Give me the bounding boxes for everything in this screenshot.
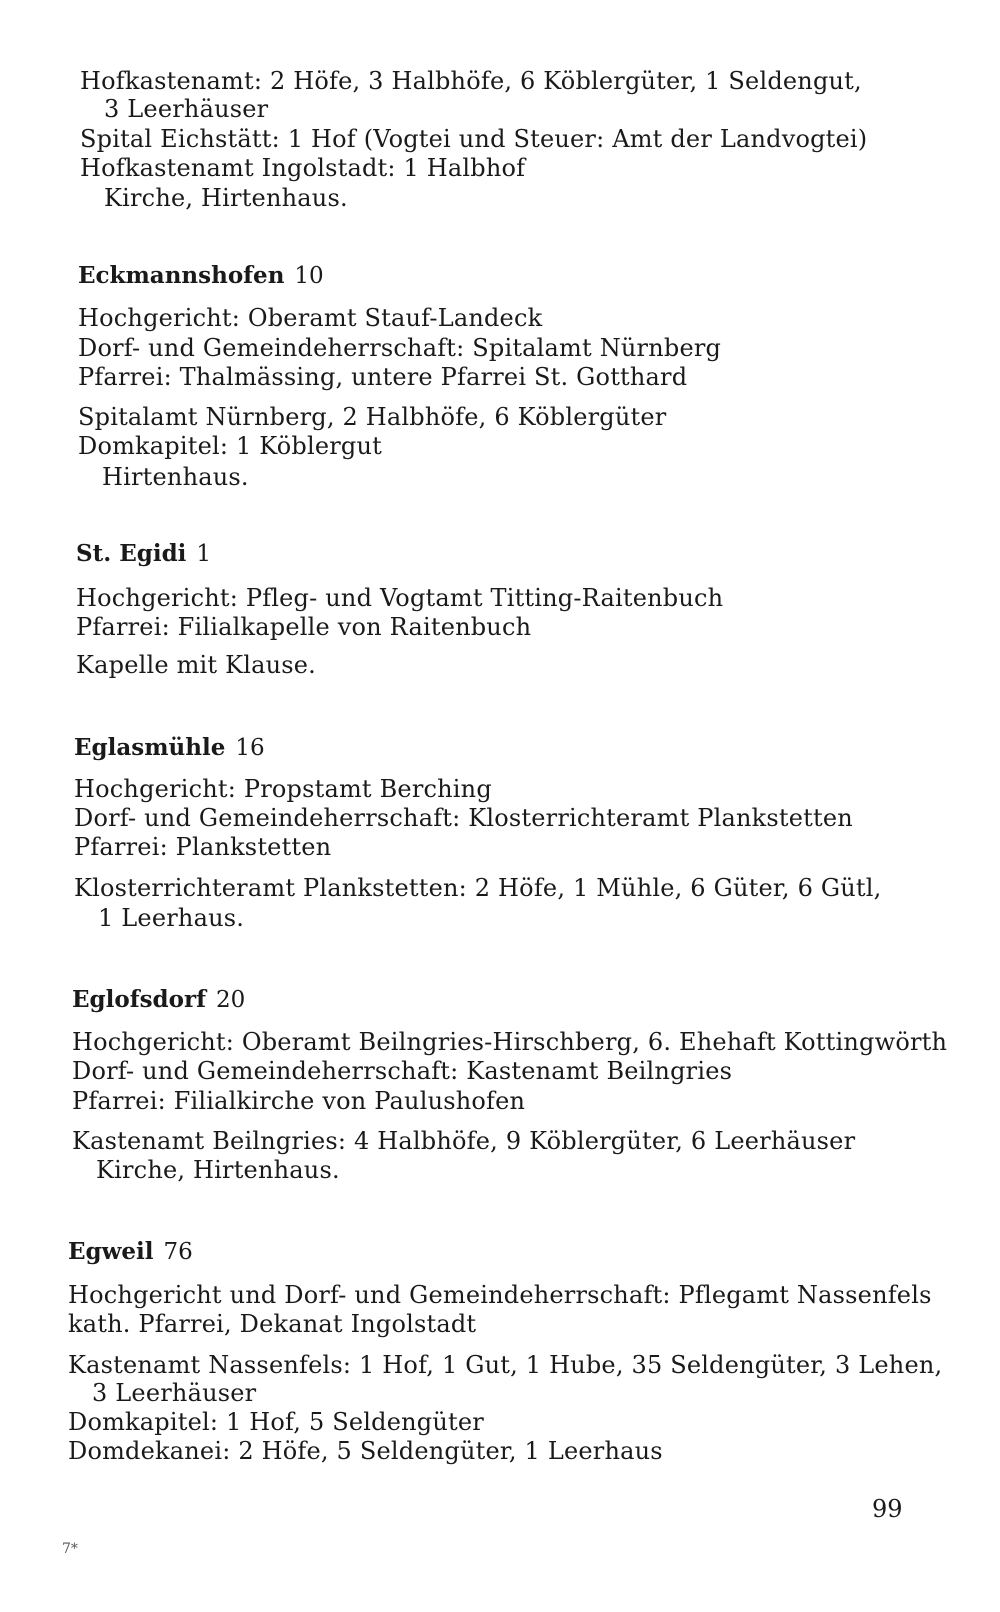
- entry-line: Dorf- und Gemeindeherrschaft: Kastenamt Beilngries: [72, 1057, 733, 1085]
- intro-line: Kirche, Hirtenhaus.: [104, 184, 348, 212]
- entry-line: Kastenamt Nassenfels: 1 Hof, 1 Gut, 1 Hube, 35 Seldengüter, 3 Lehen,: [68, 1351, 943, 1379]
- intro-line: 3 Leerhäuser: [104, 95, 269, 123]
- entry-line: Dorf- und Gemeindeherrschaft: Spitalamt Nürnberg: [78, 334, 722, 362]
- entry-line: Dorf- und Gemeindeherrschaft: Klosterrichteramt Plankstetten: [74, 804, 853, 832]
- entry-line: 3 Leerhäuser: [92, 1379, 257, 1407]
- intro-line: Spital Eichstätt: 1 Hof (Vogtei und Steuer: Amt der Landvogtei): [80, 125, 868, 153]
- entry-heading: [78, 261, 324, 291]
- entry-line: Hirtenhaus.: [102, 463, 249, 491]
- entry-line: Kirche, Hirtenhaus.: [96, 1156, 340, 1184]
- entry-heading: [74, 733, 265, 763]
- entry-line: Hochgericht: Oberamt Beilngries-Hirschberg, 6. Ehehaft Kottingwörth: [72, 1028, 948, 1056]
- entry-name: Eglofsdorf: [72, 986, 206, 1013]
- entry-name: Eglasmühle: [74, 734, 226, 761]
- entry-number: 10: [294, 263, 324, 289]
- signature-mark: 7*: [62, 1541, 78, 1557]
- entry-heading: [72, 985, 245, 1015]
- entry-line: Spitalamt Nürnberg, 2 Halbhöfe, 6 Köblergüter: [78, 403, 667, 431]
- entry-line: Hochgericht: Propstamt Berching: [74, 775, 492, 803]
- entry-line: Klosterrichteramt Plankstetten: 2 Höfe, 1 Mühle, 6 Güter, 6 Gütl,: [74, 874, 882, 902]
- entry-heading: [68, 1237, 193, 1267]
- page-number: 99: [872, 1495, 903, 1523]
- entry-line: Hochgericht: Oberamt Stauf-Landeck: [78, 304, 543, 332]
- entry-line: Domdekanei: 2 Höfe, 5 Seldengüter, 1 Leerhaus: [68, 1437, 663, 1465]
- entry-line: Hochgericht: Pfleg- und Vogtamt Titting-Raitenbuch: [76, 584, 724, 612]
- intro-line: Hofkastenamt: 2 Höfe, 3 Halbhöfe, 6 Köblergüter, 1 Seldengut,: [80, 67, 862, 95]
- entry-line: Hochgericht und Dorf- und Gemeindeherrschaft: Pflegamt Nassenfels: [68, 1281, 932, 1309]
- entry-number: 20: [215, 987, 246, 1013]
- entry-number: 1: [196, 541, 212, 567]
- entry-line: Domkapitel: 1 Hof, 5 Seldengüter: [68, 1408, 484, 1436]
- entry-line: Pfarrei: Plankstetten: [74, 833, 332, 861]
- entry-line: Kastenamt Beilngries: 4 Halbhöfe, 9 Köblergüter, 6 Leerhäuser: [72, 1127, 856, 1155]
- intro-line: Hofkastenamt Ingolstadt: 1 Halbhof: [80, 154, 526, 182]
- entry-line: 1 Leerhaus.: [98, 904, 245, 932]
- entry-name: St. Egidi: [76, 540, 187, 567]
- entry-number: 16: [235, 735, 265, 761]
- entry-line: kath. Pfarrei, Dekanat Ingolstadt: [68, 1310, 477, 1338]
- entry-line: Pfarrei: Thalmässing, untere Pfarrei St. Gotthard: [78, 363, 688, 391]
- entry-line: Kapelle mit Klause.: [76, 651, 317, 679]
- entry-line: Domkapitel: 1 Köblergut: [78, 432, 382, 460]
- entry-line: Pfarrei: Filialkapelle von Raitenbuch: [76, 613, 532, 641]
- entry-number: 76: [163, 1239, 193, 1265]
- entry-name: Egweil: [68, 1238, 154, 1265]
- entry-line: Pfarrei: Filialkirche von Paulushofen: [72, 1087, 526, 1115]
- entry-heading: [76, 539, 211, 569]
- entry-name: Eckmannshofen: [78, 262, 285, 289]
